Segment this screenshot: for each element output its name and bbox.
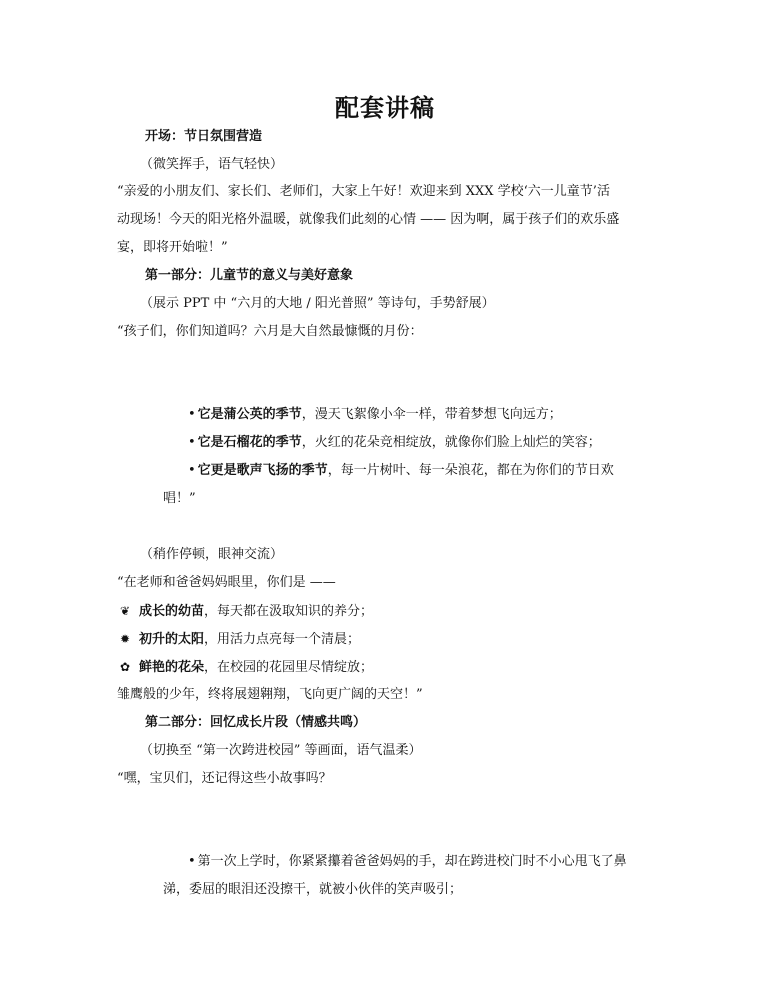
opening-paragraph-line-2: 动现场！今天的阳光格外温暖，就像我们此刻的心情 —— 因为啊，属于孩子们的欢乐盛	[117, 212, 620, 227]
bullet-text: 第一次上学时，你紧紧攥着爸爸妈妈的手，却在跨进校门时不小心甩飞了鼻	[197, 854, 627, 869]
part2-bullet-1-continuation: 涕，委屈的眼泪还没擦干，就被小伙伴的笑声吸引；	[163, 882, 463, 897]
bullet-dot-icon: •	[188, 463, 196, 478]
bullet-dot-icon: •	[188, 435, 196, 450]
part1-intro-2: “在老师和爸爸妈妈眼里，你们是 ——	[117, 575, 336, 590]
bullet-bold-text: 它是蒲公英的季节	[197, 407, 302, 422]
seedling-icon: ❦	[119, 604, 131, 618]
part2-intro: “嘿，宝贝们，还记得这些小故事吗？	[117, 771, 332, 786]
bullet-dot-icon: •	[188, 407, 196, 422]
flower-icon: ✿	[119, 660, 131, 674]
part1-bullet-1	[188, 406, 562, 424]
part1-bullet-2	[188, 434, 601, 452]
part1-stage-direction: （展示 PPT 中 “六月的大地 / 阳光普照” 等诗句，手势舒展）	[140, 296, 495, 311]
part1-closing: 雏鹰般的少年，终将展翅翱翔，飞向更广阔的天空！”	[117, 687, 423, 702]
icon-item-text: ，每天都在汲取知识的养分；	[204, 604, 374, 619]
part2-heading: 第二部分：回忆成长片段（情感共鸣）	[145, 715, 367, 730]
sun-icon: ✹	[119, 632, 131, 646]
part1-bullet-3	[188, 462, 614, 480]
bullet-bold-text: 它更是歌声飞扬的季节	[197, 463, 328, 478]
opening-paragraph-line-3: 宴，即将开始啦！”	[117, 240, 228, 255]
opening-heading: 开场：节日氛围营造	[145, 129, 263, 144]
opening-stage-direction: （微笑挥手，语气轻快）	[140, 157, 284, 172]
opening-paragraph-line-1: “亲爱的小朋友们、家长们、老师们，大家上午好！欢迎来到 XXX 学校‘六一儿童节’活	[117, 184, 610, 199]
icon-item-1	[117, 602, 373, 621]
page-title: 配套讲稿	[335, 93, 435, 122]
icon-item-text: ，在校园的花园里尽情绽放；	[204, 660, 374, 675]
icon-item-text: ，用活力点亮每一个清晨；	[204, 632, 361, 647]
part2-stage-direction: （切换至 “第一次跨进校园” 等画面，语气温柔）	[140, 743, 422, 758]
icon-item-3	[117, 658, 373, 677]
icon-item-bold-text: 成长的幼苗	[139, 604, 205, 619]
part2-bullet-1	[188, 853, 627, 871]
icon-item-bold-text: 初升的太阳	[139, 632, 205, 647]
part1-stage-direction-2: （稍作停顿，眼神交流）	[140, 547, 284, 562]
icon-item-2	[117, 630, 360, 649]
part1-heading: 第一部分：儿童节的意义与美好意象	[145, 268, 354, 283]
part1-bullet-3-continuation: 唱！”	[163, 491, 196, 506]
bullet-text: ，漫天飞絮像小伞一样，带着梦想飞向远方；	[301, 407, 562, 422]
bullet-text: ，火红的花朵竞相绽放，就像你们脸上灿烂的笑容；	[301, 435, 601, 450]
icon-item-bold-text: 鲜艳的花朵	[139, 660, 205, 675]
bullet-bold-text: 它是石榴花的季节	[197, 435, 302, 450]
bullet-dot-icon: •	[188, 854, 196, 869]
part1-intro: “孩子们，你们知道吗？六月是大自然最慷慨的月份：	[117, 324, 423, 339]
bullet-text: ，每一片树叶、每一朵浪花，都在为你们的节日欢	[327, 463, 614, 478]
